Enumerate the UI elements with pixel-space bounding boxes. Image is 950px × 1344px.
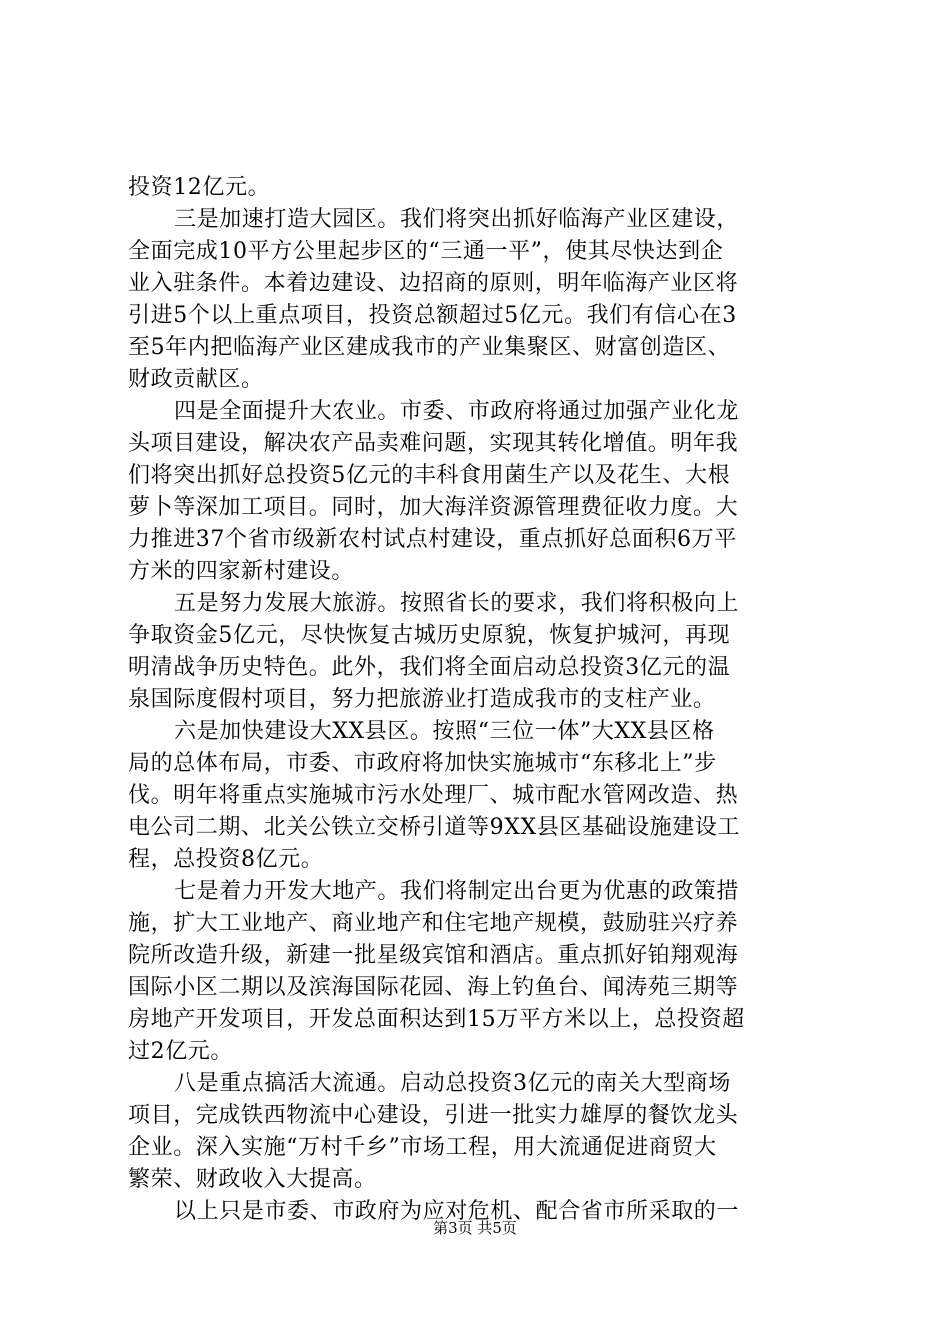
text-line: 施，扩大工业地产、商业地产和住宅地产规模，鼓励驻兴疗养 <box>128 911 739 936</box>
text-line: 至5年内把临海产业区建成我市的产业集聚区、财富创造区、 <box>128 335 731 360</box>
paragraph-heading-8: 八是重点搞活大流通。启动总投资3亿元的南关大型商场 <box>174 1071 731 1096</box>
text-line: 繁荣、财政收入大提高。 <box>128 1167 377 1192</box>
paragraph-heading-5: 五是努力发展大旅游。按照省长的要求，我们将积极向上 <box>174 591 740 616</box>
text-line: 萝卜等深加工项目。同时，加大海洋资源管理费征收力度。大 <box>128 495 739 520</box>
text-line: 争取资金5亿元，尽快恢复古城历史原貌，恢复护城河，再现 <box>128 623 731 648</box>
paragraph-heading-6: 六是加快建设大XX县区。按照“三位一体”大XX县区格 <box>174 719 715 744</box>
text-line: 电公司二期、北关公铁立交桥引道等9XX县区基础设施建设工 <box>128 815 741 840</box>
paragraph-closing: 以上只是市委、市政府为应对危机、配合省市所采取的一 <box>174 1199 740 1224</box>
text-line: 财政贡献区。 <box>128 367 264 392</box>
text-line: 全面完成10平方公里起步区的“三通一平”，使其尽快达到企 <box>128 239 724 264</box>
text-line: 引进5个以上重点项目，投资总额超过5亿元。我们有信心在3 <box>128 303 737 328</box>
text-line: 过2亿元。 <box>128 1039 233 1064</box>
text-line: 伐。明年将重点实施城市污水处理厂、城市配水管网改造、热 <box>128 783 739 808</box>
text-line: 局的总体布局，市委、市政府将加快实施城市“东移北上”步 <box>128 751 717 776</box>
text-line: 方米的四家新村建设。 <box>128 559 355 584</box>
body-text <box>128 172 830 1228</box>
text-line: 项目，完成铁西物流中心建设，引进一批实力雄厚的餐饮龙头 <box>128 1103 739 1128</box>
text-line: 们将突出抓好总投资5亿元的丰科食用菌生产以及花生、大根 <box>128 463 731 488</box>
text-line: 力推进37个省市级新农村试点村建设，重点抓好总面积6万平 <box>128 527 737 552</box>
text-line: 企业。深入实施“万村千乡”市场工程，用大流通促进商贸大 <box>128 1135 717 1160</box>
page-number-footer: 第3页 共5页 <box>433 1219 517 1237</box>
paragraph-heading-7: 七是着力开发大地产。我们将制定出台更为优惠的政策措 <box>174 879 740 904</box>
paragraph-heading-3: 三是加速打造大园区。我们将突出抓好临海产业区建设， <box>174 207 740 232</box>
text-line: 院所改造升级，新建一批星级宾馆和酒店。重点抓好铂翔观海 <box>128 943 739 968</box>
text-line: 投资12亿元。 <box>128 175 271 200</box>
text-line: 业入驻条件。本着边建设、边招商的原则，明年临海产业区将 <box>128 271 739 296</box>
text-line: 明清战争历史特色。此外，我们将全面启动总投资3亿元的温 <box>128 655 731 680</box>
text-line: 头项目建设，解决农产品卖难问题，实现其转化增值。明年我 <box>128 431 739 456</box>
text-line: 国际小区二期以及滨海国际花园、海上钓鱼台、闻涛苑三期等 <box>128 975 739 1000</box>
text-line: 泉国际度假村项目，努力把旅游业打造成我市的支柱产业。 <box>128 687 716 712</box>
text-line: 程，总投资8亿元。 <box>128 847 324 872</box>
text-line: 房地产开发项目，开发总面积达到15万平方米以上，总投资超 <box>128 1007 745 1032</box>
paragraph-heading-4: 四是全面提升大农业。市委、市政府将通过加强产业化龙 <box>174 399 740 424</box>
